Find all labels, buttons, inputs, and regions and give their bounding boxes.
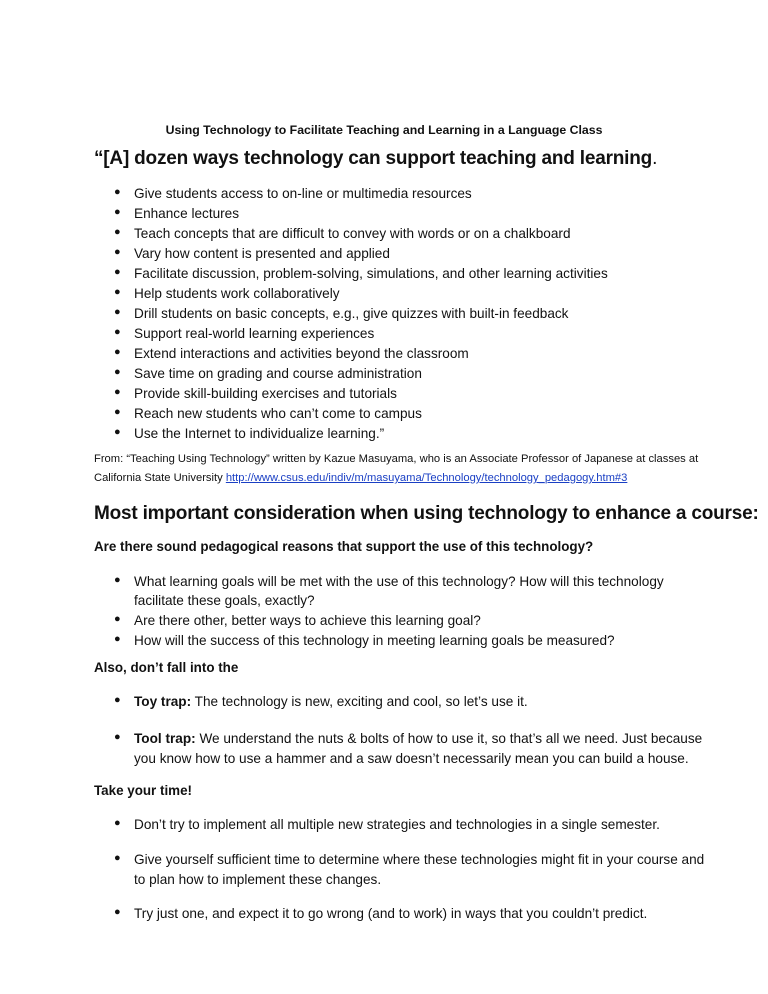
list-item-text — [134, 731, 702, 746]
bullet-icon: ● — [114, 406, 121, 418]
bullet-icon: ● — [114, 386, 121, 398]
list-item-text: Support real-world learning experiences — [134, 326, 375, 341]
list-item-text: Help students work collaboratively — [134, 286, 340, 301]
list-item-text: Provide skill-building exercises and tutorials — [134, 386, 397, 401]
bullet-icon: ● — [114, 346, 121, 358]
citation-source: California State University — [94, 472, 226, 484]
list-item-text: Use the Internet to individualize learning.” — [134, 426, 385, 441]
list-item-text: Give students access to on-line or multimedia resources — [134, 186, 472, 201]
bullet-icon: ● — [114, 694, 121, 706]
list-item-text: What learning goals will be met with the use of this technology? How will this technology — [134, 574, 664, 589]
list-item-text: Facilitate discussion, problem-solving, simulations, and other learning activities — [134, 266, 608, 281]
list-item-text: Teach concepts that are difficult to convey with words or on a chalkboard — [134, 226, 571, 241]
list-item-text: Drill students on basic concepts, e.g., give quizzes with built-in feedback — [134, 306, 569, 321]
bullet-icon: ● — [114, 817, 121, 829]
list-item-text: to plan how to implement these changes. — [134, 872, 382, 887]
list-item-text: you know how to use a hammer and a saw doesn’t necessarily mean you can build a house. — [134, 751, 689, 766]
take-your-time-heading: Take your time! — [94, 783, 192, 798]
list-item-text: Enhance lectures — [134, 206, 240, 221]
question-heading: Are there sound pedagogical reasons that support the use of this technology? — [94, 539, 594, 554]
trap-label: Tool trap: — [134, 731, 196, 746]
list-item-text: Are there other, better ways to achieve this learning goal? — [134, 613, 481, 628]
bullet-icon: ● — [114, 366, 121, 378]
bullet-icon: ● — [114, 266, 121, 278]
bullet-icon: ● — [114, 246, 121, 258]
bullet-icon: ● — [114, 574, 121, 586]
list-item-text — [134, 694, 528, 709]
heading-dozen-ways — [94, 148, 657, 170]
list-item-text: How will the success of this technology in meeting learning goals be measured? — [134, 633, 615, 648]
bullet-icon: ● — [114, 852, 121, 864]
list-item-text: Give yourself sufficient time to determine where these technologies might fit in your course and — [134, 852, 705, 867]
list-item-text: Vary how content is presented and applied — [134, 246, 390, 261]
list-item-text: Extend interactions and activities beyond the classroom — [134, 346, 469, 361]
list-item-text: Save time on grading and course administration — [134, 366, 422, 381]
document-title: Using Technology to Facilitate Teaching and Learning in a Language Class — [165, 123, 603, 137]
citation-line-1: From: “Teaching Using Technology” written by Kazue Masuyama, who is an Associate Professor of Japanese at classes at — [94, 453, 699, 465]
list-item-text: Reach new students who can’t come to campus — [134, 406, 422, 421]
bullet-icon: ● — [114, 306, 121, 318]
bullet-icon: ● — [114, 426, 121, 438]
heading-text: “[A] dozen ways technology can support teaching and learning — [94, 148, 653, 169]
bullet-icon: ● — [114, 633, 121, 645]
bullet-icon: ● — [114, 731, 121, 743]
trap-text: The technology is new, exciting and cool, so let’s use it. — [191, 694, 528, 709]
bullet-icon: ● — [114, 186, 121, 198]
bullet-icon: ● — [114, 613, 121, 625]
trap-label: Toy trap: — [134, 694, 192, 709]
bullet-icon: ● — [114, 226, 121, 238]
citation-link[interactable]: http://www.csus.edu/indiv/m/masuyama/Technology/technology_pedagogy.htm#3 — [225, 472, 628, 484]
bullet-icon: ● — [114, 326, 121, 338]
list-item-text: Try just one, and expect it to go wrong (and to work) in ways that you couldn’t predict. — [134, 906, 648, 921]
bullet-icon: ● — [114, 906, 121, 918]
heading-period: . — [652, 148, 658, 169]
list-item-text: Don’t try to implement all multiple new strategies and technologies in a single semester. — [134, 817, 660, 832]
traps-heading: Also, don’t fall into the — [94, 660, 239, 675]
trap-text: We understand the nuts & bolts of how to use it, so that’s all we need. Just because — [195, 731, 703, 746]
bullet-icon: ● — [114, 206, 121, 218]
citation-line-2 — [94, 472, 627, 484]
bullet-icon: ● — [114, 286, 121, 298]
heading-most-important: Most important consideration when using technology to enhance a course: — [94, 503, 759, 524]
list-item-text: facilitate these goals, exactly? — [134, 593, 315, 608]
